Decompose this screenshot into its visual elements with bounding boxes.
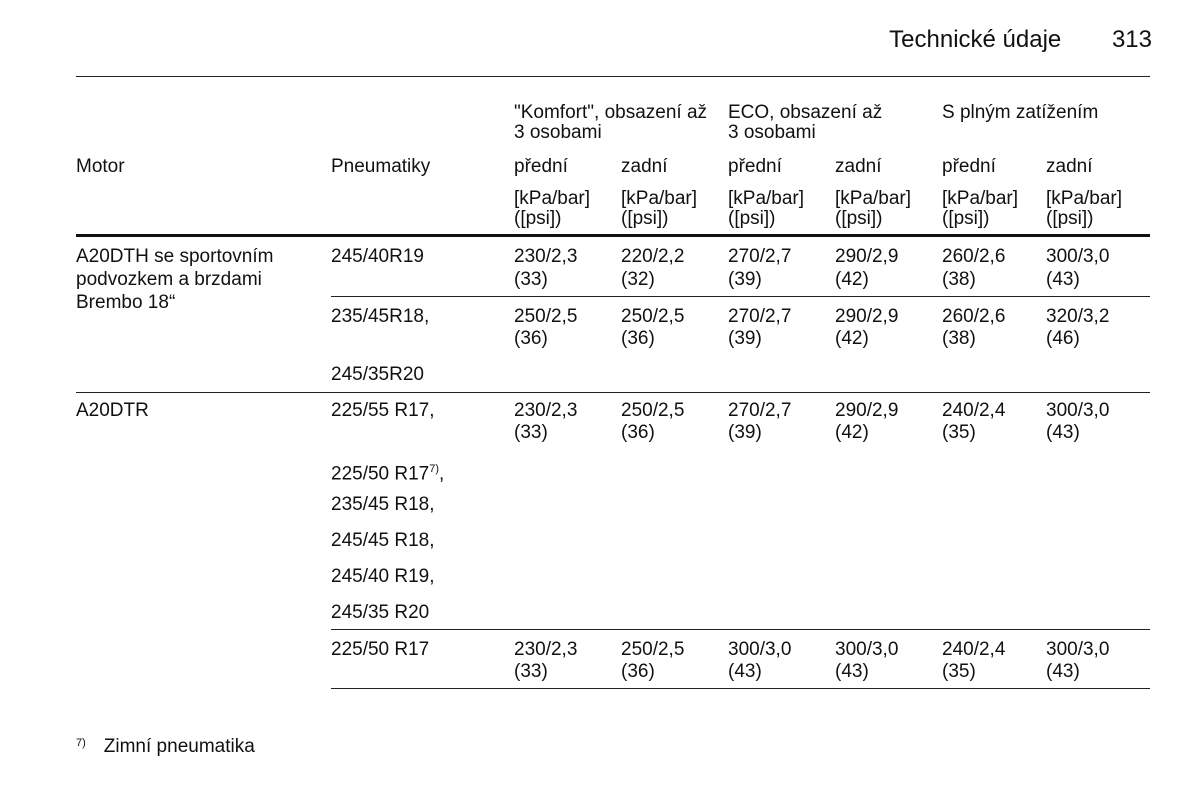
header-full-rear: zadní [1046,156,1093,177]
pressure-psi: (39) [728,328,762,349]
pressure-value: 300/3,0 [835,639,899,660]
tyre-cell-with-note: 225/50 R17$^{7)}$, [331,463,445,485]
header-full-front: přední [942,156,996,177]
unit-header: ([psi]) [728,208,776,229]
header-eco-front: přední [728,156,782,177]
pressure-value: 270/2,7 [728,246,792,267]
footnote-mark: 7) [76,737,86,749]
row-divider [331,296,1150,297]
unit-header: ([psi]) [835,208,883,229]
motor-cell: A20DTH se sportovním [76,246,274,267]
pressure-value: 290/2,9 [835,400,899,421]
unit-header: ([psi]) [621,208,669,229]
pressure-value: 260/2,6 [942,306,1006,327]
footnote-text: Zimní pneumatika [103,736,255,757]
pressure-psi: (46) [1046,328,1080,349]
pressure-psi: (42) [835,328,869,349]
footnote-ref: 7) [429,463,440,475]
pressure-value: 300/3,0 [1046,400,1110,421]
pressure-value: 230/2,3 [514,400,578,421]
unit-header: [kPa/bar] [728,188,805,209]
pressure-psi: (43) [1046,269,1080,290]
pressure-value: 270/2,7 [728,400,792,421]
pressure-value: 300/3,0 [1046,639,1110,660]
pressure-value: 290/2,9 [835,306,899,327]
pressure-value: 270/2,7 [728,306,792,327]
page-header [889,26,1152,54]
footnote [76,736,255,758]
pressure-psi: (43) [1046,422,1080,443]
header-komfort-rear: zadní [621,156,668,177]
tyre-cell: 225/55 R17, [331,400,435,421]
unit-header: [kPa/bar] [942,188,1019,209]
tyre-cell: 245/40 R19, [331,566,435,587]
pressure-value: 250/2,5 [514,306,578,327]
header-eco-rear: zadní [835,156,882,177]
pressure-psi: (32) [621,269,655,290]
tyre-cell: 245/40R19 [331,246,424,267]
pressure-psi: (38) [942,269,976,290]
pressure-psi: (39) [728,422,762,443]
pressure-psi: (43) [835,661,869,682]
pressure-value: 240/2,4 [942,400,1006,421]
pressure-value: 290/2,9 [835,246,899,267]
motor-cell: A20DTR [76,400,149,421]
unit-header: [kPa/bar] [514,188,591,209]
unit-header: [kPa/bar] [1046,188,1123,209]
unit-header: ([psi]) [942,208,990,229]
pressure-value: 240/2,4 [942,639,1006,660]
header-motor: Motor [76,156,125,177]
table-bottom-rule [331,688,1150,689]
tyre-cell: 245/45 R18, [331,530,435,551]
pressure-psi: (39) [728,269,762,290]
unit-header: ([psi]) [1046,208,1094,229]
pressure-value: 220/2,2 [621,246,685,267]
pressure-psi: (33) [514,422,548,443]
pressure-value: 250/2,5 [621,400,685,421]
section-title: Technické údaje [889,26,1062,53]
group-header-komfort-line1: "Komfort", obsazení až [514,102,708,123]
pressure-psi: (43) [728,661,762,682]
pressure-psi: (36) [621,328,655,349]
group-divider [76,392,1150,393]
pressure-psi: (43) [1046,661,1080,682]
motor-cell: podvozkem a brzdami [76,269,262,290]
pressure-value: 230/2,3 [514,246,578,267]
pressure-value: 300/3,0 [728,639,792,660]
header-bottom-rule [76,234,1150,237]
motor-cell: Brembo 18“ [76,292,176,313]
pressure-value: 260/2,6 [942,246,1006,267]
group-header-komfort-line2: 3 osobami [514,122,602,143]
group-header-eco-line2: 3 osobami [728,122,816,143]
pressure-psi: (33) [514,269,548,290]
pressure-value: 250/2,5 [621,306,685,327]
row-divider [331,629,1150,630]
pressure-psi: (36) [621,422,655,443]
pressure-psi: (36) [621,661,655,682]
tyre-cell: 245/35R20 [331,364,424,385]
tyre-cell: 245/35 R20 [331,602,430,623]
pressure-psi: (36) [514,328,548,349]
unit-header: ([psi]) [514,208,562,229]
pressure-value: 230/2,3 [514,639,578,660]
pressure-value: 320/3,2 [1046,306,1110,327]
unit-header: [kPa/bar] [835,188,912,209]
header-pneumatiky: Pneumatiky [331,156,431,177]
header-rule [76,76,1150,77]
pressure-psi: (35) [942,661,976,682]
pressure-psi: (38) [942,328,976,349]
pressure-psi: (42) [835,269,869,290]
pressure-psi: (33) [514,661,548,682]
pressure-psi: (35) [942,422,976,443]
pressure-value: 250/2,5 [621,639,685,660]
page-number: 313 [1111,26,1152,53]
header-komfort-front: přední [514,156,568,177]
group-header-full: S plným zatížením [942,102,1099,123]
pressure-value: 300/3,0 [1046,246,1110,267]
tyre-cell: 225/50 R17 [331,639,430,660]
tyre-cell: 235/45 R18, [331,494,435,515]
unit-header: [kPa/bar] [621,188,698,209]
pressure-psi: (42) [835,422,869,443]
group-header-eco-line1: ECO, obsazení až [728,102,883,123]
tyre-cell: 235/45R18, [331,306,430,327]
